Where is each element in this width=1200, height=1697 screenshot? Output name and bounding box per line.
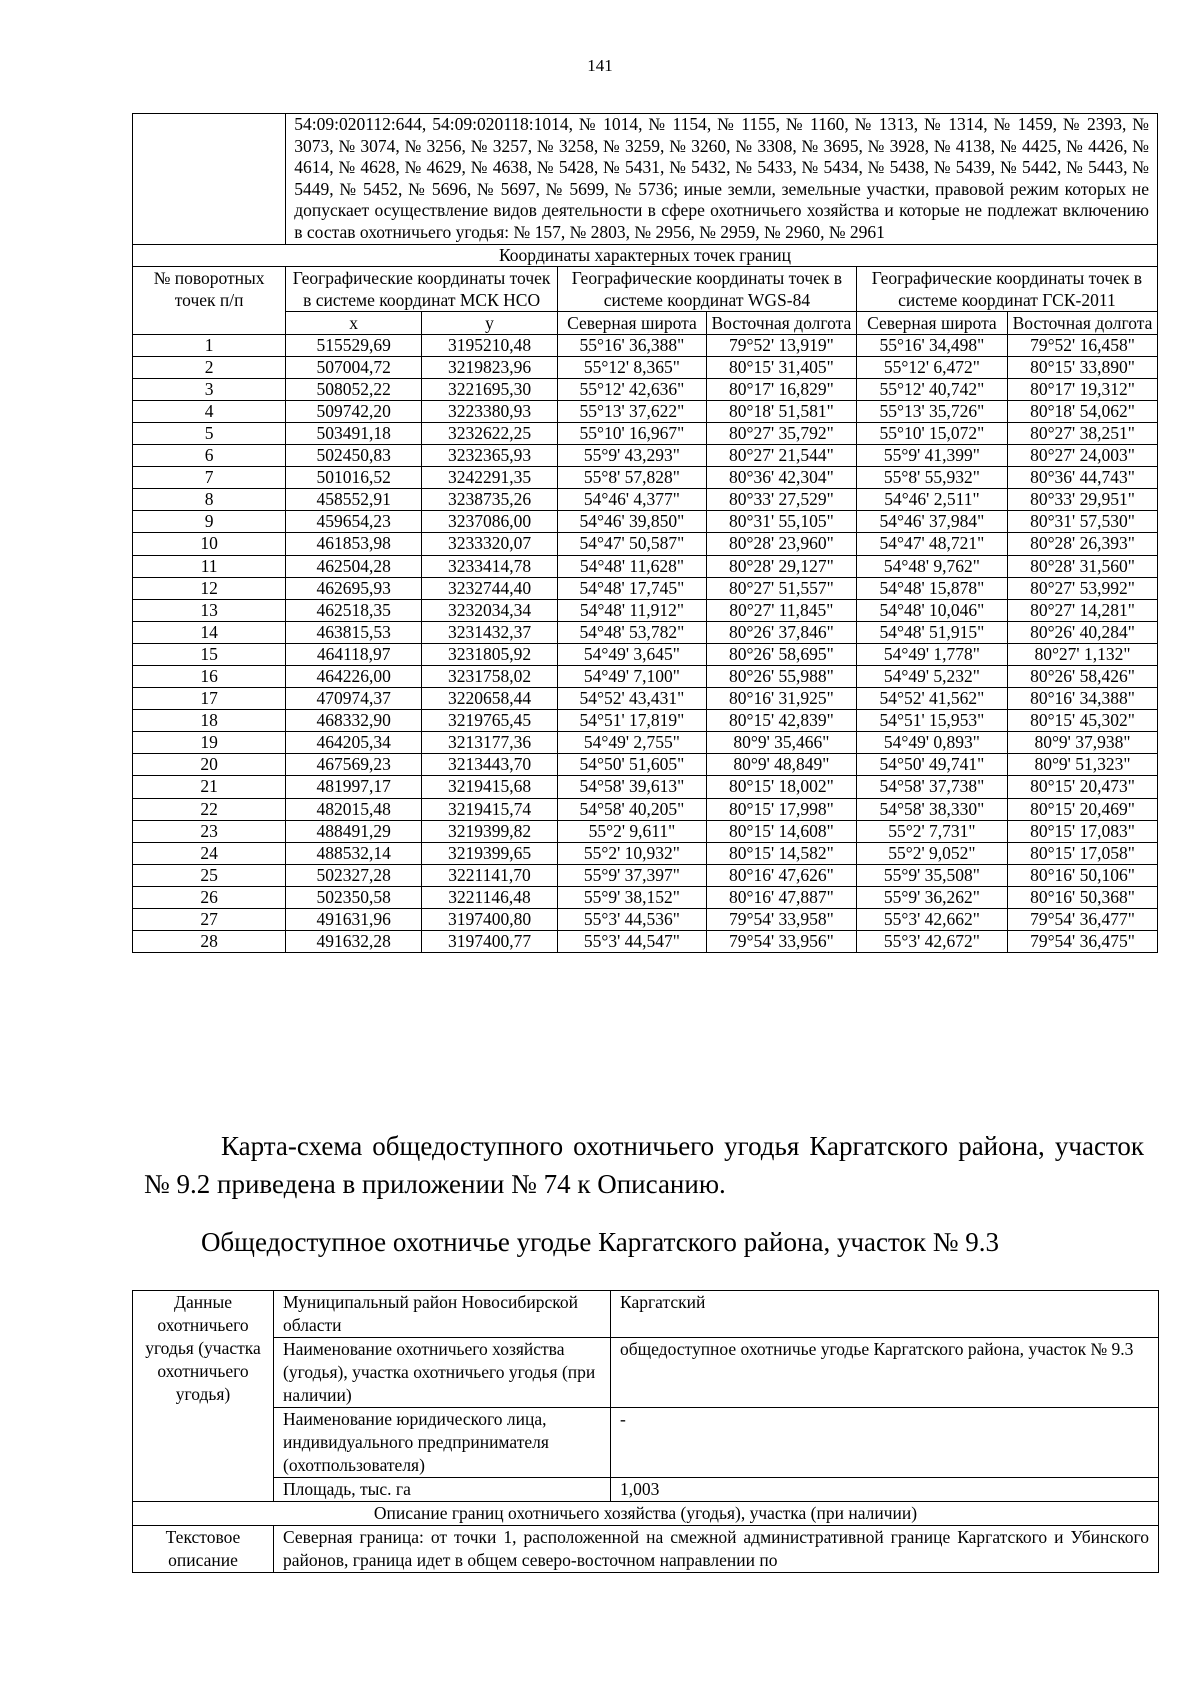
cell-msk-x: 482015,48: [286, 798, 422, 820]
cell-msk-x: 461853,98: [286, 533, 422, 555]
subheader-wgs-longitude: Восточная долгота: [706, 311, 856, 334]
cell-gsk-latitude: 54°49' 5,232": [856, 665, 1007, 687]
cell-msk-x: 491632,28: [286, 931, 422, 953]
cell-wgs-latitude: 54°52' 43,431": [557, 688, 706, 710]
table-row: [133, 555, 1158, 577]
cell-msk-x: 502327,28: [286, 864, 422, 886]
cell-gsk-longitude: 80°15' 20,473": [1007, 776, 1157, 798]
cell-msk-y: 3219415,74: [422, 798, 558, 820]
cell-wgs-longitude: 80°26' 58,695": [706, 643, 856, 665]
cell-gsk-longitude: 80°17' 19,312": [1007, 378, 1157, 400]
cell-wgs-latitude: 55°2' 9,611": [557, 820, 706, 842]
cell-wgs-longitude: 80°27' 35,792": [706, 422, 856, 444]
cell-wgs-longitude: 80°36' 42,304": [706, 467, 856, 489]
table-row: [133, 886, 1158, 908]
cell-wgs-longitude: 79°54' 33,958": [706, 909, 856, 931]
subheader-x: x: [286, 311, 422, 334]
coordinates-table: [132, 113, 1158, 953]
cell-wgs-longitude: 80°9' 48,849": [706, 754, 856, 776]
cell-gsk-longitude: 80°31' 57,530": [1007, 511, 1157, 533]
row-label-district: Муниципальный район Новосибирской области: [274, 1291, 611, 1338]
cell-wgs-longitude: 80°27' 11,845": [706, 599, 856, 621]
cell-msk-y: 3219823,96: [422, 356, 558, 378]
cell-point-number: 22: [133, 798, 286, 820]
cell-gsk-latitude: 54°48' 9,762": [856, 555, 1007, 577]
cell-point-number: 25: [133, 864, 286, 886]
column-header-gsk2011: Географические координаты точек в системе координат ГСК-2011: [856, 266, 1157, 311]
cell-msk-x: 481997,17: [286, 776, 422, 798]
table-row: [133, 334, 1158, 356]
cell-msk-x: 488532,14: [286, 842, 422, 864]
cell-wgs-latitude: 54°48' 53,782": [557, 621, 706, 643]
cell-msk-y: 3233414,78: [422, 555, 558, 577]
cell-wgs-longitude: 80°15' 14,582": [706, 842, 856, 864]
cell-gsk-longitude: 80°15' 17,058": [1007, 842, 1157, 864]
cell-point-number: 14: [133, 621, 286, 643]
cell-gsk-longitude: 80°18' 54,062": [1007, 400, 1157, 422]
map-reference-paragraph: Карта-схема общедоступного охотничьего угодья Каргатского района, участок № 9.2 приведена в приложении № 74 к Описанию.: [144, 1131, 1144, 1199]
cell-gsk-longitude: 80°9' 37,938": [1007, 732, 1157, 754]
cell-gsk-latitude: 54°52' 41,562": [856, 688, 1007, 710]
cell-point-number: 24: [133, 842, 286, 864]
cell-gsk-latitude: 54°49' 0,893": [856, 732, 1007, 754]
excluded-lands-text: 54:09:020112:644, 54:09:020118:1014, № 1014, № 1154, № 1155, № 1160, № 1313, № 1314, № 1459, № 2393, № 3073, № 3074, № 3256, № 3257, № 3258, № 3259, № 3260, № 3308, № 3695, № 3928, № 4138, № 4425, № 4426, № 4614, № 4628, № 4629, № 4638, № 5428, № 5431, № 5432, № 5433, № 5434, № 5438, № 5439, № 5442, № 5443, № 5449, № 5452, № 5696, № 5697, № 5699, № 5736; иные земли, земельные участки, правовой режим которых не допускает осуществление видов деятельности в сфере охотничьего хозяйства и которые не подлежат включению в состав охотничьего угодья: № 157, № 2803, № 2956, № 2959, № 2960, № 2961: [286, 114, 1158, 245]
cell-msk-x: 463815,53: [286, 621, 422, 643]
cell-wgs-latitude: 54°46' 4,377": [557, 489, 706, 511]
cell-msk-x: 508052,22: [286, 378, 422, 400]
cell-msk-x: 464118,97: [286, 643, 422, 665]
cell-point-number: 10: [133, 533, 286, 555]
row-value-hunting-name: общедоступное охотничье угодье Каргатского района, участок № 9.3: [611, 1338, 1159, 1408]
table-row: [133, 356, 1158, 378]
cell-gsk-latitude: 54°48' 51,915": [856, 621, 1007, 643]
cell-wgs-latitude: 55°3' 44,536": [557, 909, 706, 931]
cell-gsk-latitude: 55°13' 35,726": [856, 400, 1007, 422]
cell-gsk-latitude: 54°47' 48,721": [856, 533, 1007, 555]
cell-gsk-latitude: 54°50' 49,741": [856, 754, 1007, 776]
cell-wgs-longitude: 80°26' 55,988": [706, 665, 856, 687]
cell-msk-y: 3231432,37: [422, 621, 558, 643]
cell-wgs-latitude: 55°16' 36,388": [557, 334, 706, 356]
table-row: [133, 422, 1158, 444]
cell-gsk-longitude: 80°16' 34,388": [1007, 688, 1157, 710]
cell-msk-y: 3221146,48: [422, 886, 558, 908]
cell-wgs-latitude: 54°46' 39,850": [557, 511, 706, 533]
cell-msk-x: 509742,20: [286, 400, 422, 422]
cell-point-number: 3: [133, 378, 286, 400]
table-row: [133, 842, 1158, 864]
cell-wgs-latitude: 55°9' 43,293": [557, 445, 706, 467]
text-description-label: Текстовое описание: [133, 1526, 274, 1573]
cell-wgs-longitude: 80°33' 27,529": [706, 489, 856, 511]
cell-msk-y: 3232365,93: [422, 445, 558, 467]
cell-gsk-latitude: 55°12' 40,742": [856, 378, 1007, 400]
cell-point-number: 27: [133, 909, 286, 931]
cell-gsk-latitude: 54°48' 15,878": [856, 577, 1007, 599]
cell-msk-y: 3237086,00: [422, 511, 558, 533]
cell-gsk-longitude: 80°9' 51,323": [1007, 754, 1157, 776]
cell-gsk-latitude: 55°8' 55,932": [856, 467, 1007, 489]
cell-gsk-longitude: 80°33' 29,951": [1007, 489, 1157, 511]
coordinates-section-title: Координаты характерных точек границ: [133, 244, 1158, 266]
cell-msk-y: 3232034,34: [422, 599, 558, 621]
cell-gsk-longitude: 79°54' 36,477": [1007, 909, 1157, 931]
subheader-wgs-latitude: Северная широта: [557, 311, 706, 334]
cell-msk-y: 3231805,92: [422, 643, 558, 665]
cell-wgs-latitude: 54°58' 40,205": [557, 798, 706, 820]
table-cell-empty: [133, 114, 286, 245]
cell-gsk-latitude: 54°58' 37,738": [856, 776, 1007, 798]
cell-wgs-latitude: 55°3' 44,547": [557, 931, 706, 953]
cell-wgs-longitude: 79°54' 33,956": [706, 931, 856, 953]
subheader-gsk-longitude: Восточная долгота: [1007, 311, 1157, 334]
cell-msk-x: 502450,83: [286, 445, 422, 467]
cell-msk-y: 3219415,68: [422, 776, 558, 798]
cell-gsk-longitude: 80°27' 14,281": [1007, 599, 1157, 621]
cell-gsk-latitude: 54°46' 2,511": [856, 489, 1007, 511]
cell-point-number: 18: [133, 710, 286, 732]
cell-gsk-longitude: 80°28' 31,560": [1007, 555, 1157, 577]
cell-point-number: 11: [133, 555, 286, 577]
subheader-y: y: [422, 311, 558, 334]
cell-gsk-latitude: 54°48' 10,046": [856, 599, 1007, 621]
cell-msk-x: 464226,00: [286, 665, 422, 687]
table-row: [133, 754, 1158, 776]
cell-msk-y: 3242291,35: [422, 467, 558, 489]
cell-msk-x: 470974,37: [286, 688, 422, 710]
table-row: [133, 909, 1158, 931]
cell-point-number: 17: [133, 688, 286, 710]
cell-point-number: 8: [133, 489, 286, 511]
cell-wgs-latitude: 55°8' 57,828": [557, 467, 706, 489]
table-row: [133, 732, 1158, 754]
cell-point-number: 5: [133, 422, 286, 444]
cell-point-number: 28: [133, 931, 286, 953]
cell-point-number: 7: [133, 467, 286, 489]
cell-wgs-longitude: 80°27' 21,544": [706, 445, 856, 467]
cell-point-number: 21: [133, 776, 286, 798]
cell-msk-x: 462504,28: [286, 555, 422, 577]
cell-msk-y: 3197400,80: [422, 909, 558, 931]
cell-msk-y: 3223380,93: [422, 400, 558, 422]
table-row: [133, 400, 1158, 422]
cell-gsk-latitude: 55°16' 34,498": [856, 334, 1007, 356]
cell-wgs-latitude: 55°9' 38,152": [557, 886, 706, 908]
cell-wgs-longitude: 80°15' 18,002": [706, 776, 856, 798]
cell-msk-x: 464205,34: [286, 732, 422, 754]
cell-msk-x: 502350,58: [286, 886, 422, 908]
cell-point-number: 23: [133, 820, 286, 842]
table-row: [133, 599, 1158, 621]
cell-gsk-latitude: 55°2' 9,052": [856, 842, 1007, 864]
column-header-wgs84: Географические координаты точек в системе координат WGS-84: [557, 266, 856, 311]
cell-gsk-latitude: 55°10' 15,072": [856, 422, 1007, 444]
cell-msk-x: 507004,72: [286, 356, 422, 378]
cell-gsk-longitude: 80°26' 58,426": [1007, 665, 1157, 687]
cell-wgs-latitude: 54°49' 2,755": [557, 732, 706, 754]
cell-msk-x: 458552,91: [286, 489, 422, 511]
column-header-point-number: № поворотных точек п/п: [133, 266, 286, 334]
cell-msk-x: 503491,18: [286, 422, 422, 444]
table-row: [133, 378, 1158, 400]
cell-gsk-longitude: 80°36' 44,743": [1007, 467, 1157, 489]
cell-wgs-longitude: 80°16' 47,887": [706, 886, 856, 908]
cell-wgs-longitude: 80°26' 37,846": [706, 621, 856, 643]
cell-msk-y: 3231758,02: [422, 665, 558, 687]
cell-msk-x: 462518,35: [286, 599, 422, 621]
cell-msk-y: 3213443,70: [422, 754, 558, 776]
cell-gsk-longitude: 80°15' 20,469": [1007, 798, 1157, 820]
cell-gsk-longitude: 80°27' 24,003": [1007, 445, 1157, 467]
cell-wgs-longitude: 80°9' 35,466": [706, 732, 856, 754]
table-row: [133, 665, 1158, 687]
subheader-gsk-latitude: Северная широта: [856, 311, 1007, 334]
cell-point-number: 26: [133, 886, 286, 908]
cell-wgs-longitude: 80°17' 16,829": [706, 378, 856, 400]
cell-gsk-longitude: 80°27' 1,132": [1007, 643, 1157, 665]
cell-gsk-latitude: 55°2' 7,731": [856, 820, 1007, 842]
cell-msk-y: 3213177,36: [422, 732, 558, 754]
hunting-ground-data-table: [132, 1290, 1159, 1573]
cell-point-number: 4: [133, 400, 286, 422]
cell-msk-y: 3233320,07: [422, 533, 558, 555]
table-row: [133, 820, 1158, 842]
section-subtitle: Общедоступное охотничье угодье Каргатского района, участок № 9.3: [200, 1227, 1000, 1257]
cell-gsk-longitude: 80°27' 53,992": [1007, 577, 1157, 599]
table-row: [133, 511, 1158, 533]
cell-wgs-latitude: 55°12' 42,636": [557, 378, 706, 400]
cell-gsk-latitude: 55°9' 36,262": [856, 886, 1007, 908]
table-row: [133, 688, 1158, 710]
cell-wgs-longitude: 80°15' 14,608": [706, 820, 856, 842]
cell-point-number: 16: [133, 665, 286, 687]
cell-wgs-longitude: 80°28' 23,960": [706, 533, 856, 555]
text-description-value: Северная граница: от точки 1, расположенной на смежной административной границе Каргатского и Убинского районов, граница идет в общем северо-восточном направлении по: [274, 1526, 1159, 1573]
cell-msk-y: 3197400,77: [422, 931, 558, 953]
cell-wgs-latitude: 55°2' 10,932": [557, 842, 706, 864]
cell-point-number: 12: [133, 577, 286, 599]
table-row: [133, 533, 1158, 555]
cell-wgs-latitude: 54°51' 17,819": [557, 710, 706, 732]
cell-msk-x: 501016,52: [286, 467, 422, 489]
page-number: 141: [587, 56, 613, 75]
cell-wgs-longitude: 80°15' 31,405": [706, 356, 856, 378]
table-row: [133, 577, 1158, 599]
cell-wgs-latitude: 55°13' 37,622": [557, 400, 706, 422]
cell-wgs-longitude: 80°16' 47,626": [706, 864, 856, 886]
cell-gsk-latitude: 55°12' 6,472": [856, 356, 1007, 378]
cell-wgs-latitude: 54°49' 7,100": [557, 665, 706, 687]
boundaries-section-title: Описание границ охотничьего хозяйства (угодья), участка (при наличии): [133, 1502, 1159, 1526]
table-row: [133, 776, 1158, 798]
cell-point-number: 9: [133, 511, 286, 533]
cell-gsk-longitude: 79°52' 16,458": [1007, 334, 1157, 356]
row-label-area: Площадь, тыс. га: [274, 1478, 611, 1502]
row-value-legal-entity: -: [611, 1408, 1159, 1478]
cell-msk-y: 3221141,70: [422, 864, 558, 886]
cell-point-number: 15: [133, 643, 286, 665]
cell-point-number: 1: [133, 334, 286, 356]
table-row: [133, 864, 1158, 886]
cell-wgs-longitude: 80°15' 17,998": [706, 798, 856, 820]
table-row: [133, 931, 1158, 953]
cell-msk-x: 459654,23: [286, 511, 422, 533]
cell-wgs-latitude: 54°48' 11,912": [557, 599, 706, 621]
cell-wgs-latitude: 55°12' 8,365": [557, 356, 706, 378]
column-header-msk-nso: Географические координаты точек в системе координат МСК НСО: [286, 266, 558, 311]
cell-gsk-latitude: 55°9' 41,399": [856, 445, 1007, 467]
cell-point-number: 2: [133, 356, 286, 378]
row-value-district: Каргатский: [611, 1291, 1159, 1338]
cell-gsk-latitude: 54°46' 37,984": [856, 511, 1007, 533]
cell-gsk-latitude: 54°58' 38,330": [856, 798, 1007, 820]
cell-gsk-longitude: 80°15' 45,302": [1007, 710, 1157, 732]
cell-msk-y: 3219765,45: [422, 710, 558, 732]
cell-msk-y: 3232622,25: [422, 422, 558, 444]
cell-wgs-latitude: 54°48' 17,745": [557, 577, 706, 599]
cell-wgs-longitude: 80°27' 51,557": [706, 577, 856, 599]
cell-wgs-latitude: 54°50' 51,605": [557, 754, 706, 776]
cell-msk-x: 491631,96: [286, 909, 422, 931]
cell-gsk-longitude: 80°15' 33,890": [1007, 356, 1157, 378]
cell-wgs-latitude: 54°48' 11,628": [557, 555, 706, 577]
cell-msk-y: 3219399,82: [422, 820, 558, 842]
cell-wgs-latitude: 54°47' 50,587": [557, 533, 706, 555]
cell-wgs-longitude: 80°15' 42,839": [706, 710, 856, 732]
cell-gsk-latitude: 54°49' 1,778": [856, 643, 1007, 665]
cell-msk-x: 462695,93: [286, 577, 422, 599]
table-row: [133, 710, 1158, 732]
cell-gsk-latitude: 55°3' 42,662": [856, 909, 1007, 931]
cell-wgs-longitude: 80°31' 55,105": [706, 511, 856, 533]
table-row: [133, 445, 1158, 467]
cell-gsk-latitude: 54°51' 15,953": [856, 710, 1007, 732]
cell-gsk-longitude: 80°28' 26,393": [1007, 533, 1157, 555]
cell-msk-x: 488491,29: [286, 820, 422, 842]
cell-msk-y: 3232744,40: [422, 577, 558, 599]
cell-msk-x: 515529,69: [286, 334, 422, 356]
cell-gsk-latitude: 55°3' 42,672": [856, 931, 1007, 953]
cell-point-number: 20: [133, 754, 286, 776]
table-row: [133, 621, 1158, 643]
row-label-legal-entity: Наименование юридического лица, индивидуального предпринимателя (охотпользователя): [274, 1408, 611, 1478]
cell-point-number: 6: [133, 445, 286, 467]
cell-wgs-latitude: 55°10' 16,967": [557, 422, 706, 444]
table-row: [133, 489, 1158, 511]
cell-gsk-longitude: 80°27' 38,251": [1007, 422, 1157, 444]
cell-wgs-longitude: 80°28' 29,127": [706, 555, 856, 577]
table-row: [133, 643, 1158, 665]
cell-gsk-longitude: 79°54' 36,475": [1007, 931, 1157, 953]
table-row: [133, 798, 1158, 820]
hunting-ground-data-label: Данные охотничьего угодья (участка охотничьего угодья): [133, 1291, 274, 1502]
cell-wgs-longitude: 79°52' 13,919": [706, 334, 856, 356]
cell-msk-y: 3219399,65: [422, 842, 558, 864]
cell-gsk-latitude: 55°9' 35,508": [856, 864, 1007, 886]
cell-gsk-longitude: 80°15' 17,083": [1007, 820, 1157, 842]
cell-point-number: 19: [133, 732, 286, 754]
cell-msk-x: 468332,90: [286, 710, 422, 732]
cell-wgs-latitude: 54°49' 3,645": [557, 643, 706, 665]
cell-msk-y: 3220658,44: [422, 688, 558, 710]
cell-msk-y: 3195210,48: [422, 334, 558, 356]
table-row: [133, 467, 1158, 489]
cell-gsk-longitude: 80°26' 40,284": [1007, 621, 1157, 643]
cell-wgs-longitude: 80°18' 51,581": [706, 400, 856, 422]
cell-wgs-latitude: 54°58' 39,613": [557, 776, 706, 798]
cell-wgs-latitude: 55°9' 37,397": [557, 864, 706, 886]
cell-wgs-longitude: 80°16' 31,925": [706, 688, 856, 710]
cell-msk-y: 3238735,26: [422, 489, 558, 511]
row-label-hunting-name: Наименование охотничьего хозяйства (угодья), участка охотничьего угодья (при наличии): [274, 1338, 611, 1408]
cell-gsk-longitude: 80°16' 50,106": [1007, 864, 1157, 886]
row-value-area: 1,003: [611, 1478, 1159, 1502]
cell-gsk-longitude: 80°16' 50,368": [1007, 886, 1157, 908]
cell-point-number: 13: [133, 599, 286, 621]
cell-msk-x: 467569,23: [286, 754, 422, 776]
cell-msk-y: 3221695,30: [422, 378, 558, 400]
